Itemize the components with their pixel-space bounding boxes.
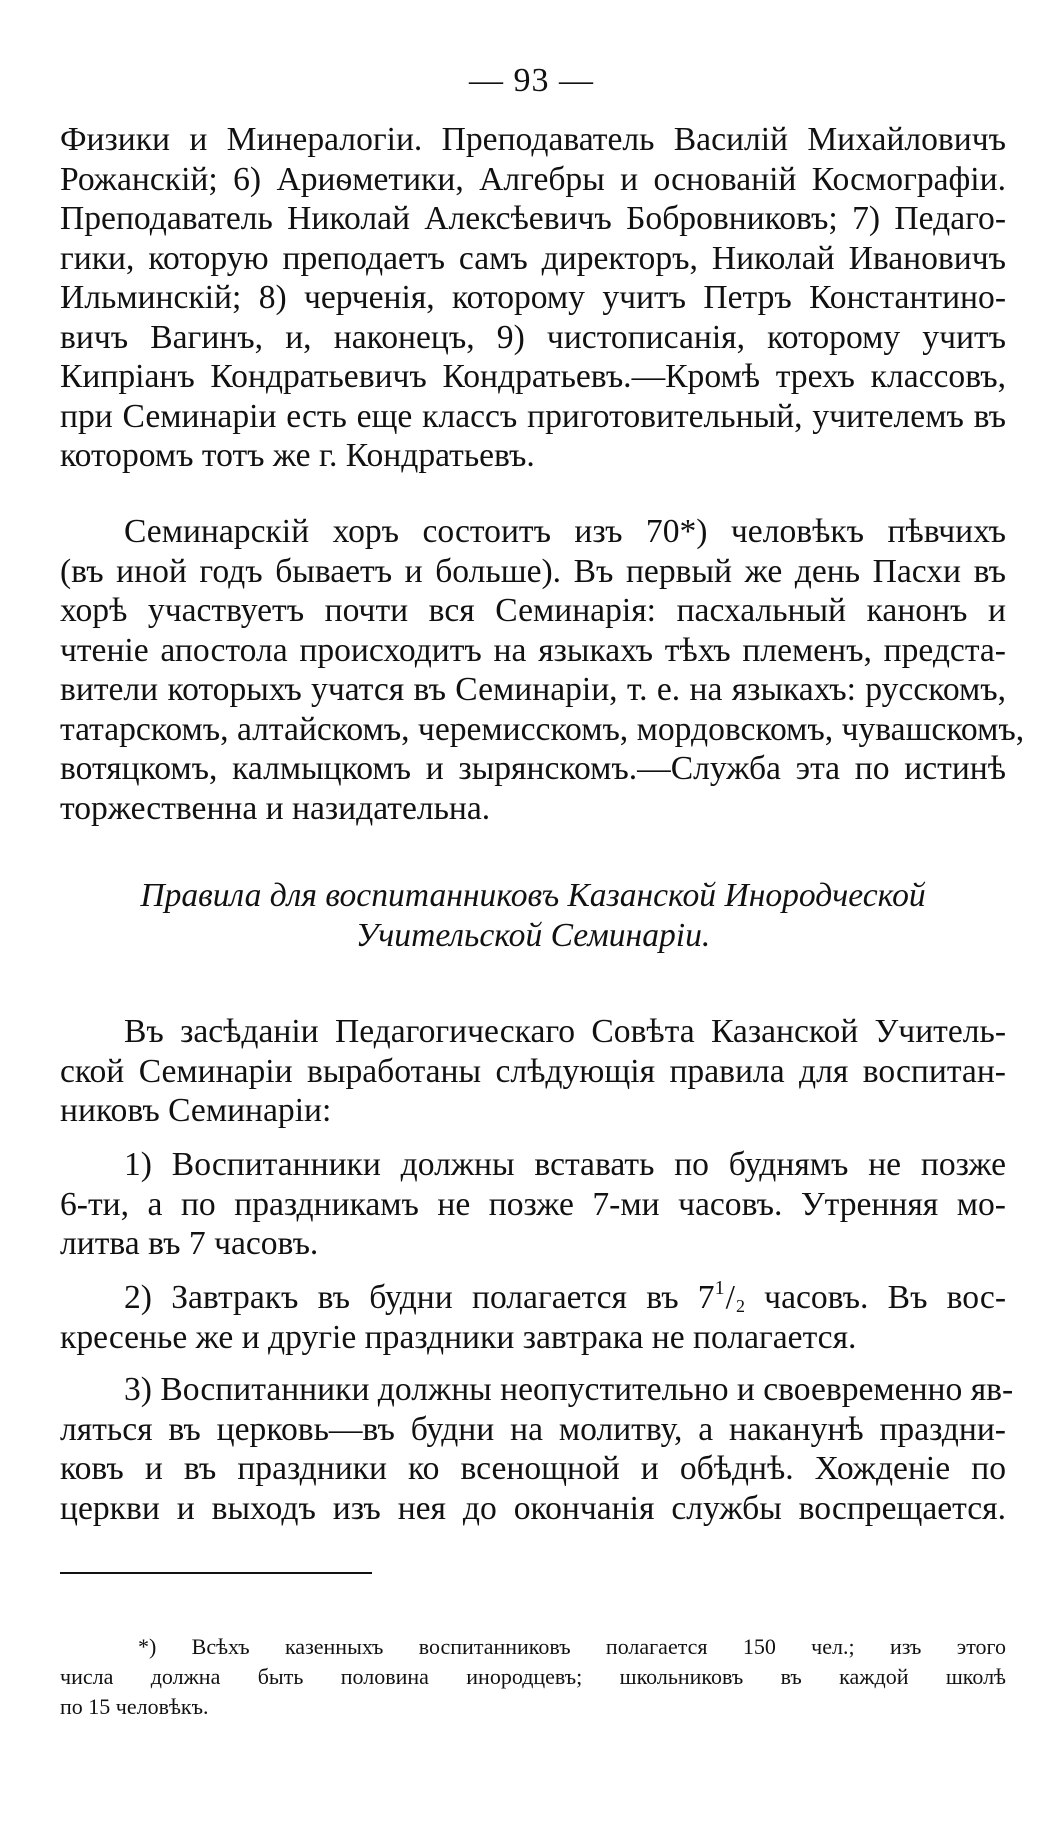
text-line: кресенье же и другіе праздники завтрака не полагается. <box>60 1318 857 1356</box>
paragraph-teachers <box>60 120 1006 476</box>
text-line: ковъ и въ праздники ко всенощной и обѣднѣ. Хожденіе по <box>60 1450 1006 1487</box>
text-segment: часовъ. Въ вос- <box>744 1279 1007 1316</box>
section-title <box>60 876 1006 955</box>
text-segment: 2) Завтракъ въ будни полагается въ 7 <box>124 1279 715 1316</box>
text-line: при Семинаріи есть еще классъ приготовительный, учителемъ въ <box>60 397 1006 435</box>
text-line: Преподаватель Николай Алексѣевичъ Бобровниковъ; 7) Педаго- <box>60 200 1006 237</box>
footnote-divider <box>60 1572 372 1574</box>
rule-2 <box>60 1278 1006 1357</box>
text-line: литва въ 7 часовъ. <box>60 1225 319 1262</box>
text-line: Рожанскій; 6) Ариѳметики, Алгебры и основаній Космографіи. <box>60 160 1006 198</box>
footnote <box>60 1632 1006 1722</box>
text-line <box>60 1278 1006 1318</box>
text-line: Кипріанъ Кондратьевичъ Кондратьевъ.—Кромѣ трехъ классовъ, <box>60 358 1006 395</box>
text-line: гики, которую преподаетъ самъ директоръ, Николай Ивановичъ <box>60 239 1006 277</box>
text-line: хорѣ участвуетъ почти вся Семинарія: пасхальный канонъ и <box>60 592 1006 629</box>
footnote-line: *) Всѣхъ казенныхъ воспитанниковъ полагается 150 чел.; изъ этого <box>138 1634 1006 1659</box>
text-line: вители которыхъ учатся въ Семинаріи, т. е. на языкахъ: русскомъ, <box>60 671 1006 708</box>
text-line: Ильминскій; 8) черченія, которому учитъ Петръ Константино- <box>60 279 1006 316</box>
text-line: 3) Воспитанники должны неопустительно и своевременно яв- <box>124 1371 1014 1408</box>
fraction-slash: / <box>725 1279 735 1316</box>
text-line: торжественна и назидательна. <box>60 789 491 827</box>
text-line: никовъ Семинаріи: <box>60 1092 332 1129</box>
text-line: (въ иной годъ бываетъ и больше). Въ первый же день Пасхи въ <box>60 552 1006 590</box>
text-line: ляться въ церковь—въ будни на молитву, а наканунѣ праздни- <box>60 1410 1006 1448</box>
footnote-line: числа должна быть половина инородцевъ; школьниковъ въ каждой школѣ <box>60 1664 1006 1689</box>
fraction-denominator: 2 <box>735 1296 745 1316</box>
section-title-line: Учительской Семинаріи. <box>355 916 711 954</box>
rule-3 <box>60 1370 1014 1528</box>
page-number: — 93 — <box>469 62 594 99</box>
text-line: Семинарскій хоръ состоитъ изъ 70*) человѣкъ пѣвчихъ <box>124 513 1006 550</box>
text-line: татарскомъ, алтайскомъ, черемисскомъ, мордовскомъ, чувашскомъ, <box>60 710 1025 748</box>
paragraph-choir <box>60 512 1025 828</box>
text-line: церкви и выходъ изъ нея до окончанія службы воспрещается. <box>60 1489 1006 1527</box>
text-line: которомъ тотъ же г. Кондратьевъ. <box>60 437 535 474</box>
section-title-line: Правила для воспитанниковъ Казанской Инородческой <box>140 877 926 914</box>
text-line: чтеніе апостола происходитъ на языкахъ тѣхъ племенъ, предста- <box>60 631 1006 669</box>
text-line: вичъ Вагинъ, и, наконецъ, 9) чистописанія, которому учитъ <box>60 318 1006 356</box>
rule-1 <box>60 1145 1006 1264</box>
text-line: ской Семинаріи выработаны слѣдующія правила для воспитан- <box>60 1052 1006 1090</box>
text-line: Физики и Минералогіи. Преподаватель Василій Михайловичъ <box>60 121 1006 158</box>
fraction-numerator: 1 <box>714 1277 725 1299</box>
paragraph-intro <box>60 1012 1006 1131</box>
text-line: Въ засѣданіи Педагогическаго Совѣта Казанской Учитель- <box>124 1013 1006 1050</box>
text-line: 1) Воспитанники должны вставать по буднямъ не позже <box>124 1146 1006 1183</box>
footnote-line: по 15 человѣкъ. <box>60 1694 209 1719</box>
text-line: вотяцкомъ, калмыцкомъ и зырянскомъ.—Служба эта по истинѣ <box>60 750 1006 787</box>
text-line: 6-ти, а по праздникамъ не позже 7-ми часовъ. Утренняя мо- <box>60 1185 1006 1223</box>
